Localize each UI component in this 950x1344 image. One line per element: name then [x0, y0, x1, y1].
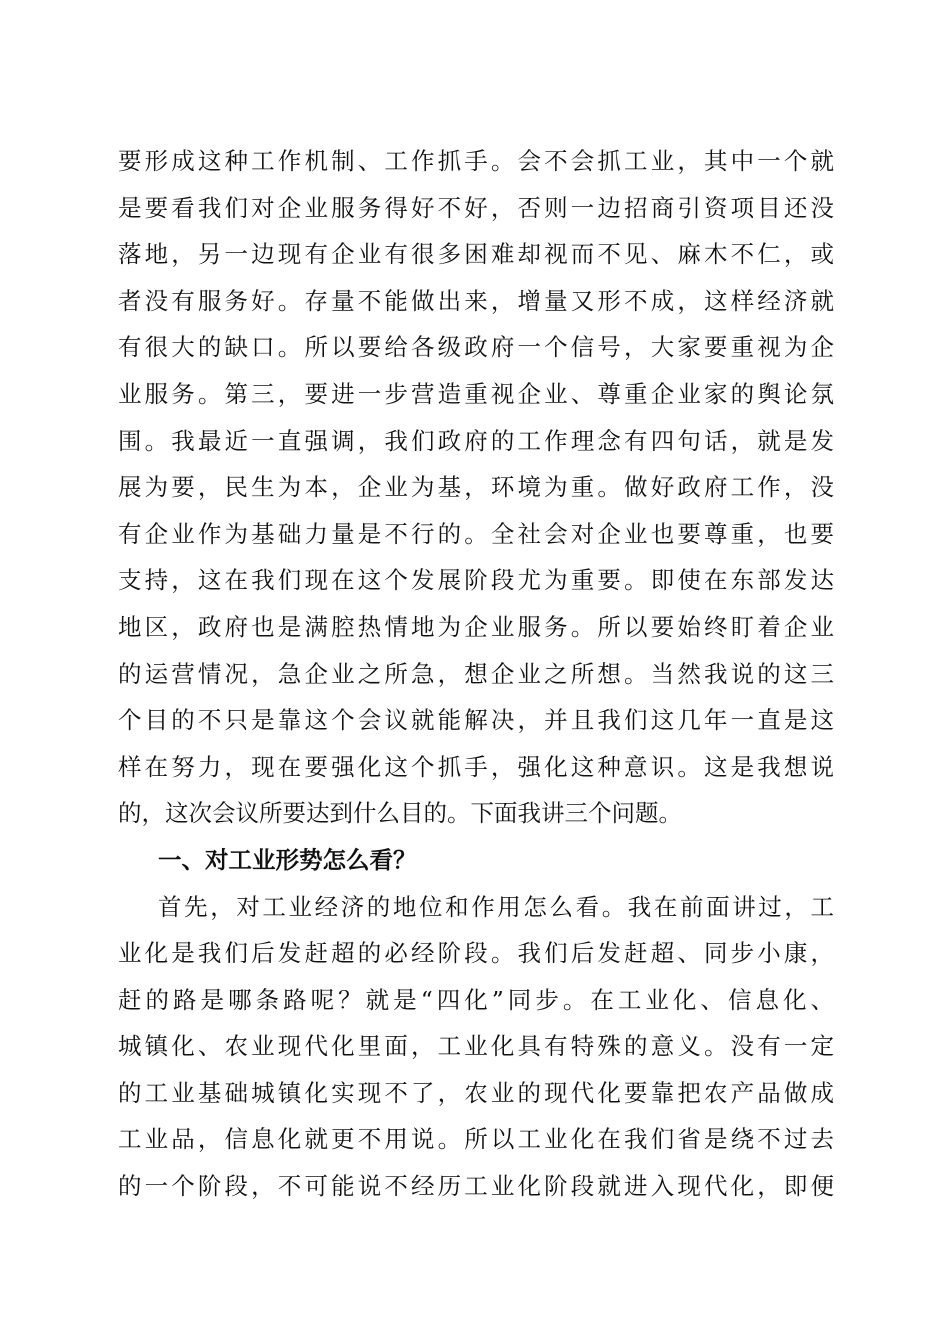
text-line: 工业品，信息化就更不用说。所以工业化在我们省是绕不过去 — [118, 1125, 834, 1154]
text-line: 是要看我们对企业服务得好不好，否则一边招商引资项目还没 — [118, 193, 834, 222]
text-line: 者没有服务好。存量不能做出来，增量又形不成，这样经济就 — [118, 286, 834, 315]
text-line: 的一个阶段，不可能说不经历工业化阶段就进入现代化，即便 — [118, 1172, 834, 1201]
text-line: 首先，对工业经济的地位和作用怎么看。我在前面讲过，工 — [158, 892, 834, 921]
text-line: 要形成这种工作机制、工作抓手。会不会抓工业，其中一个就 — [118, 147, 834, 175]
section-heading: 一、对工业形势怎么看？ — [158, 845, 417, 874]
text-line: 业化是我们后发赶超的必经阶段。我们后发赶超、同步小康， — [118, 939, 834, 968]
text-line: 样在努力，现在要强化这个抓手，强化这种意识。这是我想说 — [118, 752, 834, 781]
text-line: 的运营情况，急企业之所急，想企业之所想。当然我说的这三 — [118, 659, 834, 688]
text-line: 的工业基础城镇化实现不了，农业的现代化要靠把农产品做成 — [118, 1078, 834, 1107]
text-line: 的，这次会议所要达到什么目的。下面我讲三个问题。 — [118, 799, 682, 828]
text-line: 有企业作为基础力量是不行的。全社会对企业也要尊重，也要 — [118, 519, 834, 548]
text-line: 地区，政府也是满腔热情地为企业服务。所以要始终盯着企业 — [118, 612, 834, 641]
text-line: 业服务。第三，要进一步营造重视企业、尊重企业家的舆论氛 — [118, 379, 834, 408]
document-body — [118, 138, 834, 1210]
paragraph-new — [118, 884, 834, 1210]
text-line: 支持，这在我们现在这个发展阶段尤为重要。即使在东部发达 — [118, 566, 834, 595]
text-line: 展为要，民生为本，企业为基，环境为重。做好政府工作，没 — [118, 473, 834, 502]
text-line: 城镇化、农业现代化里面，工业化具有特殊的意义。没有一定 — [118, 1032, 834, 1061]
text-line: 赶的路是哪条路呢？就是“四化”同步。在工业化、信息化、 — [118, 985, 834, 1014]
text-line: 个目的不只是靠这个会议就能解决，并且我们这几年一直是这 — [118, 706, 834, 735]
text-line: 围。我最近一直强调，我们政府的工作理念有四句话，就是发 — [118, 426, 834, 455]
text-line: 有很大的缺口。所以要给各级政府一个信号，大家要重视为企 — [118, 333, 834, 362]
paragraph-continued — [118, 138, 834, 837]
text-line: 落地，另一边现有企业有很多困难却视而不见、麻木不仁，或 — [118, 240, 834, 269]
